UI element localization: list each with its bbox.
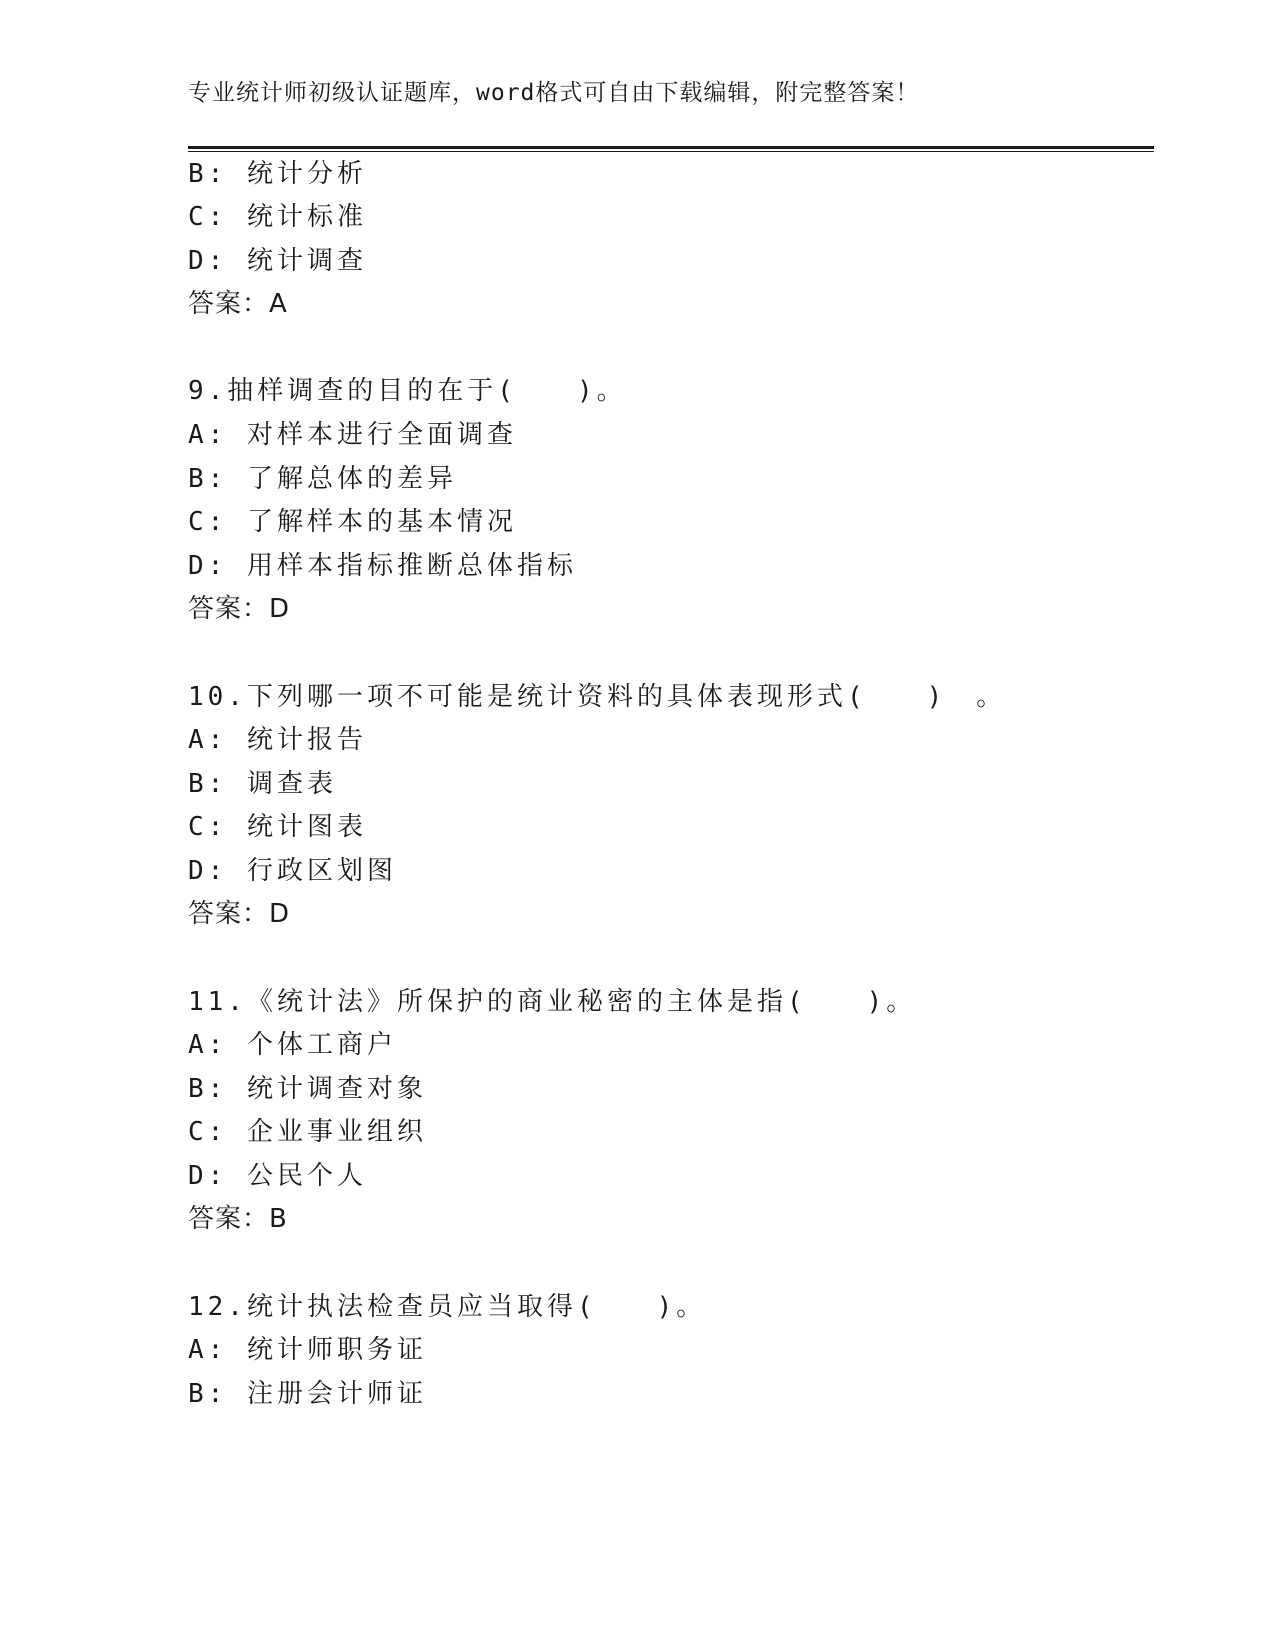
option-a-q10: A: 统计报告 [188,725,367,755]
option-d-q10: D: 行政区划图 [188,856,397,886]
answer-q11: 答案：B [188,1204,288,1234]
option-c-q10: C: 统计图表 [188,812,367,842]
option-d-q9: D: 用样本指标推断总体指标 [188,551,577,581]
answer-q8: 答案：A [188,289,288,319]
header-divider [188,146,1154,152]
header-divider-thin [188,151,1154,152]
option-c-q9: C: 了解样本的基本情况 [188,507,517,537]
question-9: 9.抽样调查的目的在于( )。 [188,376,627,406]
option-b-q10: B: 调查表 [188,769,337,799]
option-a-q11: A: 个体工商户 [188,1030,397,1060]
answer-q9: 答案：D [188,594,291,624]
question-12: 12.统计执法检查员应当取得( )。 [188,1292,707,1322]
question-11: 11.《统计法》所保护的商业秘密的主体是指( )。 [188,987,917,1017]
option-a-q12: A: 统计师职务证 [188,1335,427,1365]
option-b-q8: B: 统计分析 [188,159,367,189]
question-10: 10.下列哪一项不可能是统计资料的具体表现形式( ) 。 [188,682,1007,712]
header-divider-thick [188,146,1154,149]
option-a-q9: A: 对样本进行全面调查 [188,420,517,450]
option-b-q9: B: 了解总体的差异 [188,464,457,494]
option-c-q11: C: 企业事业组织 [188,1117,427,1147]
option-b-q11: B: 统计调查对象 [188,1074,427,1104]
option-b-q12: B: 注册会计师证 [188,1379,427,1409]
answer-q10: 答案：D [188,899,291,929]
option-c-q8: C: 统计标准 [188,202,367,232]
option-d-q8: D: 统计调查 [188,246,367,276]
page-header: 专业统计师初级认证题库，word格式可自由下载编辑，附完整答案！ [188,80,920,106]
option-d-q11: D: 公民个人 [188,1161,367,1191]
